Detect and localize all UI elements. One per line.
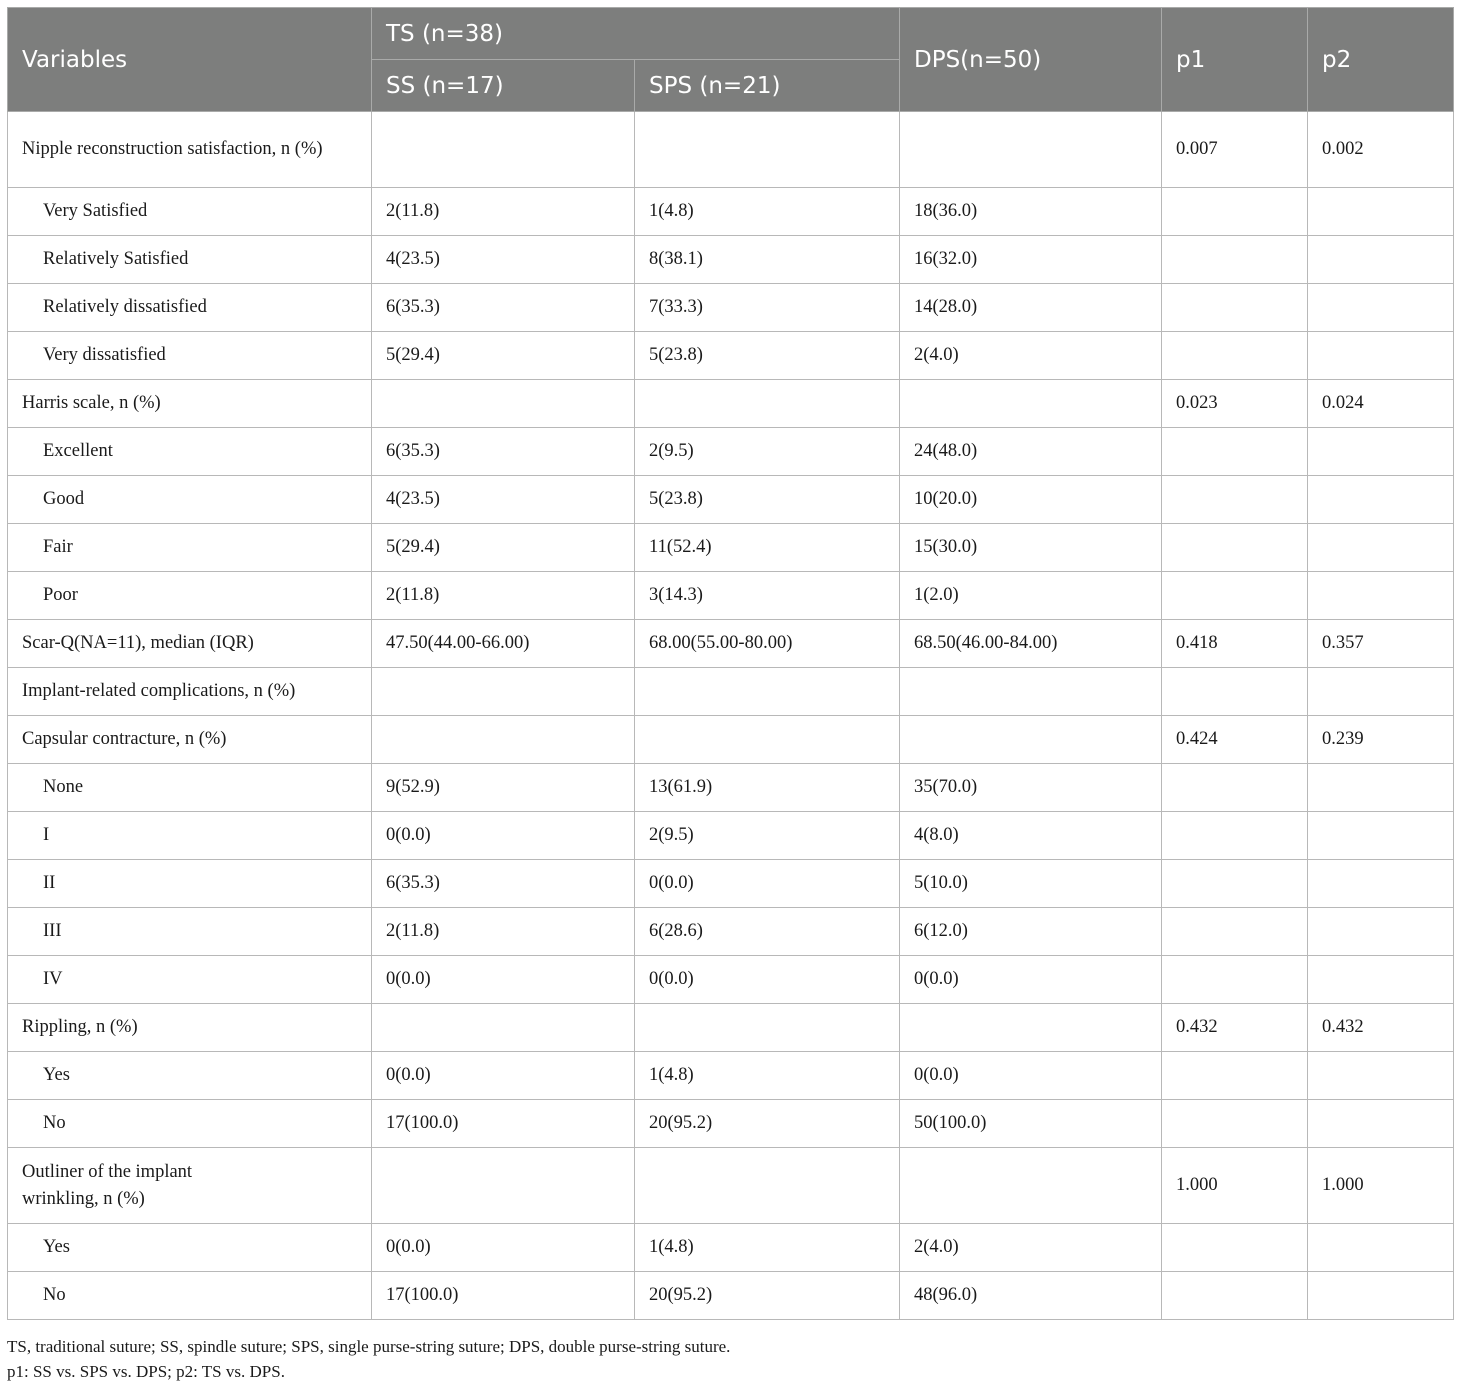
cell-dps: 50(100.0) [900, 1100, 1162, 1148]
cell-p1 [1162, 908, 1308, 956]
cell-p2 [1308, 1100, 1454, 1148]
row-label: Fair [8, 524, 372, 572]
cell-dps: 14(28.0) [900, 284, 1162, 332]
outcomes-table [7, 7, 1454, 1320]
table-row [8, 524, 1454, 572]
cell-p2 [1308, 764, 1454, 812]
header-variables: Variables [8, 8, 372, 112]
cell-ss [372, 716, 635, 764]
table-row [8, 620, 1454, 668]
cell-sps: 1(4.8) [635, 1224, 900, 1272]
header-ss: SS (n=17) [372, 60, 635, 112]
header-sps: SPS (n=21) [635, 60, 900, 112]
row-label: III [8, 908, 372, 956]
table-body [8, 112, 1454, 1320]
table-row [8, 332, 1454, 380]
cell-p2 [1308, 860, 1454, 908]
row-label: I [8, 812, 372, 860]
cell-ss: 4(23.5) [372, 476, 635, 524]
footnote-pvalues: p1: SS vs. SPS vs. DPS; p2: TS vs. DPS. [7, 1362, 285, 1381]
cell-p2 [1308, 476, 1454, 524]
cell-p2 [1308, 908, 1454, 956]
cell-p1 [1162, 668, 1308, 716]
table-row [8, 1100, 1454, 1148]
cell-sps [635, 716, 900, 764]
cell-p1 [1162, 236, 1308, 284]
cell-p2 [1308, 188, 1454, 236]
cell-sps: 3(14.3) [635, 572, 900, 620]
cell-ss: 6(35.3) [372, 428, 635, 476]
cell-dps: 4(8.0) [900, 812, 1162, 860]
cell-dps [900, 1004, 1162, 1052]
cell-sps: 20(95.2) [635, 1272, 900, 1320]
cell-p1: 1.000 [1162, 1148, 1308, 1224]
cell-p2 [1308, 956, 1454, 1004]
cell-p2 [1308, 1272, 1454, 1320]
cell-p1 [1162, 284, 1308, 332]
cell-p1 [1162, 812, 1308, 860]
cell-ss: 2(11.8) [372, 908, 635, 956]
cell-dps: 35(70.0) [900, 764, 1162, 812]
table-row [8, 764, 1454, 812]
cell-sps [635, 380, 900, 428]
row-label: Poor [8, 572, 372, 620]
row-label: Outliner of the implant wrinkling, n (%) [8, 1148, 372, 1224]
table-row [8, 572, 1454, 620]
table-container [7, 7, 1453, 1320]
table-header [8, 8, 1454, 112]
cell-p1 [1162, 188, 1308, 236]
header-dps: DPS(n=50) [900, 8, 1162, 112]
cell-dps [900, 716, 1162, 764]
cell-p2: 0.239 [1308, 716, 1454, 764]
cell-p2 [1308, 428, 1454, 476]
row-label: No [8, 1272, 372, 1320]
cell-p2 [1308, 332, 1454, 380]
row-label: Scar-Q(NA=11), median (IQR) [8, 620, 372, 668]
cell-dps: 2(4.0) [900, 332, 1162, 380]
cell-sps: 5(23.8) [635, 332, 900, 380]
row-label: Relatively dissatisfied [8, 284, 372, 332]
cell-p2: 1.000 [1308, 1148, 1454, 1224]
table-row [8, 1052, 1454, 1100]
cell-p2 [1308, 572, 1454, 620]
cell-ss: 0(0.0) [372, 956, 635, 1004]
cell-dps: 68.50(46.00-84.00) [900, 620, 1162, 668]
table-row [8, 428, 1454, 476]
table-row [8, 1004, 1454, 1052]
cell-dps [900, 112, 1162, 188]
table-row [8, 1272, 1454, 1320]
cell-sps: 0(0.0) [635, 956, 900, 1004]
row-label: Harris scale, n (%) [8, 380, 372, 428]
cell-p1 [1162, 1272, 1308, 1320]
cell-p2 [1308, 668, 1454, 716]
cell-p1: 0.424 [1162, 716, 1308, 764]
cell-dps: 16(32.0) [900, 236, 1162, 284]
cell-p1 [1162, 332, 1308, 380]
cell-dps: 48(96.0) [900, 1272, 1162, 1320]
table-row [8, 476, 1454, 524]
cell-sps [635, 112, 900, 188]
row-label: Very Satisfied [8, 188, 372, 236]
row-label: IV [8, 956, 372, 1004]
cell-p1: 0.023 [1162, 380, 1308, 428]
cell-p2: 0.357 [1308, 620, 1454, 668]
table-row [8, 860, 1454, 908]
cell-dps: 6(12.0) [900, 908, 1162, 956]
cell-sps [635, 1004, 900, 1052]
table-row [8, 812, 1454, 860]
table-row [8, 1224, 1454, 1272]
cell-sps: 7(33.3) [635, 284, 900, 332]
cell-ss: 47.50(44.00-66.00) [372, 620, 635, 668]
cell-p1 [1162, 524, 1308, 572]
table-row [8, 956, 1454, 1004]
cell-dps [900, 380, 1162, 428]
cell-p2: 0.432 [1308, 1004, 1454, 1052]
cell-p2: 0.002 [1308, 112, 1454, 188]
row-label: Yes [8, 1224, 372, 1272]
row-label: Relatively Satisfied [8, 236, 372, 284]
cell-sps: 5(23.8) [635, 476, 900, 524]
row-label: No [8, 1100, 372, 1148]
cell-sps: 20(95.2) [635, 1100, 900, 1148]
cell-p2 [1308, 812, 1454, 860]
cell-sps: 0(0.0) [635, 860, 900, 908]
cell-p1 [1162, 1052, 1308, 1100]
cell-dps: 24(48.0) [900, 428, 1162, 476]
row-label: Excellent [8, 428, 372, 476]
cell-dps [900, 1148, 1162, 1224]
table-row [8, 380, 1454, 428]
cell-ss [372, 112, 635, 188]
row-label: Rippling, n (%) [8, 1004, 372, 1052]
cell-dps: 5(10.0) [900, 860, 1162, 908]
table-row [8, 1148, 1454, 1224]
cell-p1 [1162, 428, 1308, 476]
table-row [8, 112, 1454, 188]
cell-ss: 17(100.0) [372, 1272, 635, 1320]
cell-sps [635, 1148, 900, 1224]
cell-sps [635, 668, 900, 716]
cell-sps: 1(4.8) [635, 188, 900, 236]
table-row [8, 908, 1454, 956]
cell-p1 [1162, 764, 1308, 812]
cell-ss: 5(29.4) [372, 524, 635, 572]
cell-p1: 0.432 [1162, 1004, 1308, 1052]
cell-ss: 2(11.8) [372, 188, 635, 236]
cell-sps: 2(9.5) [635, 812, 900, 860]
cell-dps [900, 668, 1162, 716]
row-label: Very dissatisfied [8, 332, 372, 380]
cell-ss: 6(35.3) [372, 860, 635, 908]
cell-p2 [1308, 524, 1454, 572]
cell-p1 [1162, 572, 1308, 620]
cell-ss [372, 1148, 635, 1224]
cell-p1 [1162, 1100, 1308, 1148]
cell-ss [372, 380, 635, 428]
row-label: Good [8, 476, 372, 524]
row-label: Capsular contracture, n (%) [8, 716, 372, 764]
row-label: Yes [8, 1052, 372, 1100]
cell-p1 [1162, 860, 1308, 908]
header-p2: p2 [1308, 8, 1454, 112]
cell-p1 [1162, 1224, 1308, 1272]
cell-ss: 0(0.0) [372, 812, 635, 860]
cell-dps: 18(36.0) [900, 188, 1162, 236]
cell-p1: 0.007 [1162, 112, 1308, 188]
cell-dps: 0(0.0) [900, 1052, 1162, 1100]
cell-sps: 13(61.9) [635, 764, 900, 812]
cell-dps: 2(4.0) [900, 1224, 1162, 1272]
cell-ss: 0(0.0) [372, 1052, 635, 1100]
table-row [8, 716, 1454, 764]
row-label: II [8, 860, 372, 908]
footnote-abbreviations: TS, traditional suture; SS, spindle suture; SPS, single purse-string suture; DPS, double purse-string suture. [7, 1337, 731, 1356]
table-row [8, 188, 1454, 236]
cell-ss: 4(23.5) [372, 236, 635, 284]
cell-dps: 10(20.0) [900, 476, 1162, 524]
cell-p2 [1308, 1052, 1454, 1100]
cell-p2 [1308, 236, 1454, 284]
table-footnotes [7, 1334, 1453, 1384]
cell-sps: 6(28.6) [635, 908, 900, 956]
cell-ss: 2(11.8) [372, 572, 635, 620]
cell-ss: 0(0.0) [372, 1224, 635, 1272]
cell-p1 [1162, 476, 1308, 524]
table-row [8, 284, 1454, 332]
cell-dps: 15(30.0) [900, 524, 1162, 572]
cell-p2 [1308, 1224, 1454, 1272]
row-label: Implant-related complications, n (%) [8, 668, 372, 716]
row-label: None [8, 764, 372, 812]
table-row [8, 668, 1454, 716]
row-label: Nipple reconstruction satisfaction, n (%) [8, 112, 372, 188]
cell-ss: 5(29.4) [372, 332, 635, 380]
cell-dps: 1(2.0) [900, 572, 1162, 620]
cell-p2: 0.024 [1308, 380, 1454, 428]
cell-sps: 2(9.5) [635, 428, 900, 476]
cell-ss [372, 1004, 635, 1052]
cell-ss [372, 668, 635, 716]
cell-sps: 8(38.1) [635, 236, 900, 284]
table-row [8, 236, 1454, 284]
cell-ss: 17(100.0) [372, 1100, 635, 1148]
cell-ss: 9(52.9) [372, 764, 635, 812]
cell-p1 [1162, 956, 1308, 1004]
header-ts: TS (n=38) [372, 8, 900, 60]
cell-p2 [1308, 284, 1454, 332]
cell-dps: 0(0.0) [900, 956, 1162, 1004]
cell-sps: 68.00(55.00-80.00) [635, 620, 900, 668]
cell-ss: 6(35.3) [372, 284, 635, 332]
header-p1: p1 [1162, 8, 1308, 112]
cell-sps: 11(52.4) [635, 524, 900, 572]
cell-p1: 0.418 [1162, 620, 1308, 668]
cell-sps: 1(4.8) [635, 1052, 900, 1100]
